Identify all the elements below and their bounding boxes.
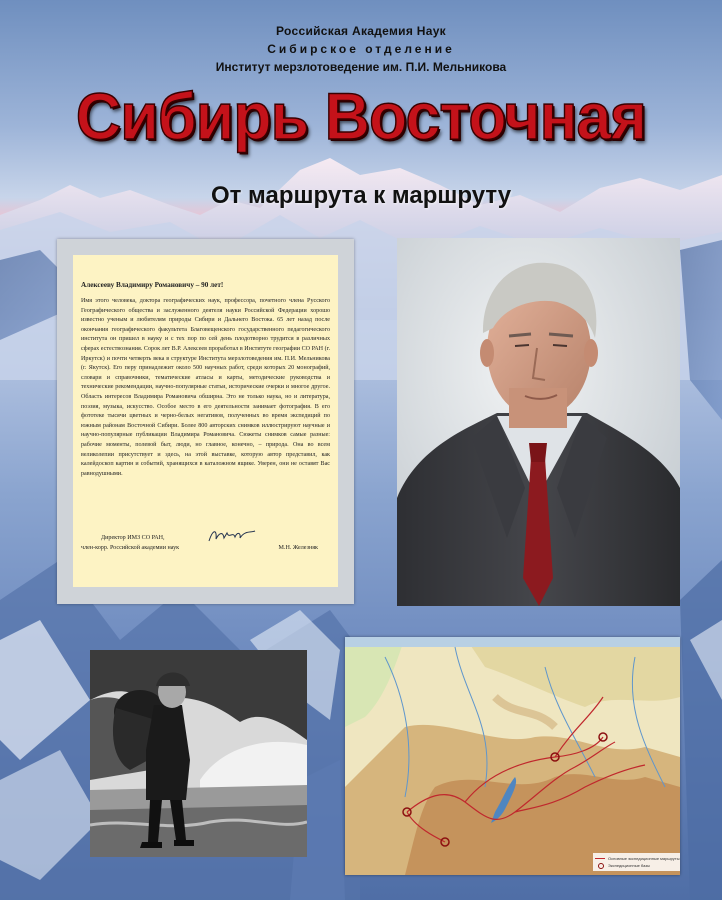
map-legend — [593, 853, 680, 871]
expedition-routes-map — [345, 637, 680, 875]
letter-body: Имя этого человека, доктора географических наук, профессора, почетного члена Русского Географического общества и заслуженного деятеля науки Российской Федерации хорошо известно ученым и любителям природы Сибири и Дальнего Востока. 65 лет назад после окончания географического факультета Благовещенского государственного педагогического института он пришел в науку и с тех пор по сей день плодотворно трудится в различных сферах естествознания. Сорок лет В.Р. Алексеев проработал в Институте географии СО РАН (г. Иркутск) и почти четверть века в структуре Института мерзлотоведения им. П.И. Мельникова (г. Якутск). Его перу принадлежит около 500 научных работ, среди которых 20 монографий, словари и справочники, тематические атласы и карты, методические руководства и технические рекомендации, научно-популярные статьи, исторические очерки и многое другое. Область интересов Владимира Романовича обширна. Это не только наука, но и литература, поэзия, музыка, искусство. Особое место в его деятельности занимает фотография. В его фототеке тысячи цветных и черно-белых негативов, полученных во время экспедиций по южным районам Восточной Сибири. Более 800 авторских снимков иллюстрируют научные и научно-популярные публикации Владимира Романовича. Сюжеты снимков самые разные: рабочие моменты, полевой быт, люди, но главное, конечно, – природа. Она во всем великолепии присутствует и здесь, на этой выставке, которую автор представил, как калейдоскоп картин и событий, хранящихся в каталожном ящике. Уверен, они не оставят Вас равнодушными. — [81, 298, 330, 477]
portrait-photo — [397, 238, 680, 606]
org-name-line-2: Сибирское отделение — [267, 42, 455, 56]
expedition-photo — [90, 650, 307, 857]
org-name-line-1: Российская Академия Наук — [276, 24, 446, 38]
signer-position-line-1: Директор ИМЗ СО РАН, — [101, 535, 165, 541]
signer-position-line-2: член-корр. Российской академии наук — [81, 545, 180, 551]
handwritten-signature — [207, 527, 257, 545]
base-marker-icon — [598, 863, 604, 869]
poster-title: Сибирь Восточная — [75, 79, 647, 153]
legend-routes — [595, 855, 679, 862]
legend-bases-label: Экспедиционные базы — [608, 863, 651, 868]
org-name-line-3: Институт мерзлотоведение им. П.И. Мельникова — [215, 60, 507, 74]
route-line-icon — [595, 858, 605, 859]
poster-subtitle: От маршрута к маршруту — [210, 182, 512, 209]
congratulation-letter — [73, 255, 338, 587]
legend-routes-label: Основные экспедиционные маршруты — [608, 856, 680, 861]
letter-frame — [57, 239, 354, 604]
letter-heading: Алексееву Владимиру Романовичу – 90 лет! — [81, 281, 224, 289]
legend-bases — [595, 862, 679, 869]
signer-name: М.Н. Железняк — [278, 545, 318, 551]
